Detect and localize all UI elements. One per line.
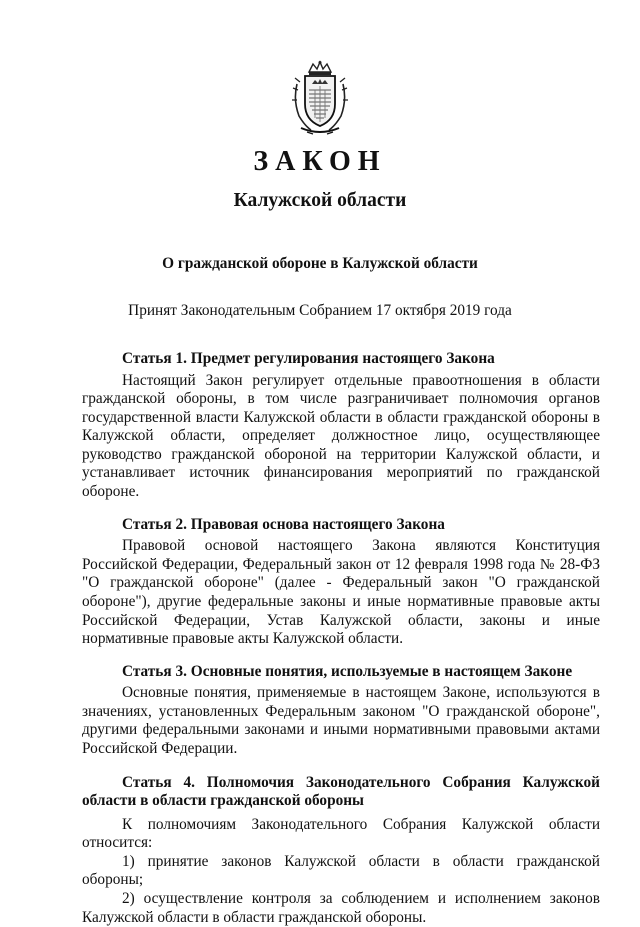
article-heading: Статья 4. Полномочия Законодательного Собрания Калужской области в области гражданской обороны bbox=[82, 773, 600, 810]
article-2 bbox=[82, 516, 600, 649]
article-4 bbox=[82, 774, 600, 927]
article-list-item: 2) осуществление контроля за соблюдением и исполнением законов Калужской области в области гражданской обороны. bbox=[82, 889, 600, 926]
article-list-item: 1) принятие законов Калужской области в области гражданской обороны; bbox=[82, 852, 600, 889]
law-body bbox=[82, 350, 600, 927]
document-title: ЗАКОН bbox=[253, 146, 387, 177]
article-heading: Статья 1. Предмет регулирования настоящего Закона bbox=[122, 350, 495, 367]
article-heading: Статья 2. Правовая основа настоящего Закона bbox=[122, 515, 445, 533]
document-subject: О гражданской обороне в Калужской области bbox=[162, 255, 478, 272]
article-paragraph: К полномочиям Законодательного Собрания Калужской области относится: bbox=[82, 815, 600, 852]
coat-of-arms-emblem bbox=[291, 60, 349, 136]
article-paragraph: Основные понятия, применяемые в настоящем Законе, используются в значениях, установленных Федеральным законом "О гражданской обороне", другими федеральными законами и иными нормативными правовыми актами Российской Федерации. bbox=[82, 684, 600, 757]
document-region: Калужской области bbox=[233, 190, 407, 211]
adoption-note: Принят Законодательным Собранием 17 октября 2019 года bbox=[128, 302, 512, 319]
article-1 bbox=[82, 350, 600, 502]
article-paragraph: Настоящий Закон регулирует отдельные правоотношения в области гражданской обороны, в том числе разграничивает полномочия органов государственной власти Калужской области в области гражданской обороны в Калужской области, определяет должностное лицо, осуществляющее руководство гражданской обороной на территории Калужской области, и устанавливает источник финансирования мероприятий по гражданской обороне. bbox=[82, 371, 600, 501]
article-paragraph: Правовой основой настоящего Закона являются Конституция Российской Федерации, Федеральный закон от 12 февраля 1998 года № 28-ФЗ "О гражданской обороне" (далее - Федеральный закон "О гражданской обороне"), другие федеральные законы и иные нормативные правовые акты Российской Федерации, Устав Калужской области, законы и иные нормативные правовые акты Калужской области. bbox=[82, 537, 600, 648]
article-3 bbox=[82, 663, 600, 759]
article-heading: Статья 3. Основные понятия, используемые в настоящем Законе bbox=[122, 662, 573, 680]
